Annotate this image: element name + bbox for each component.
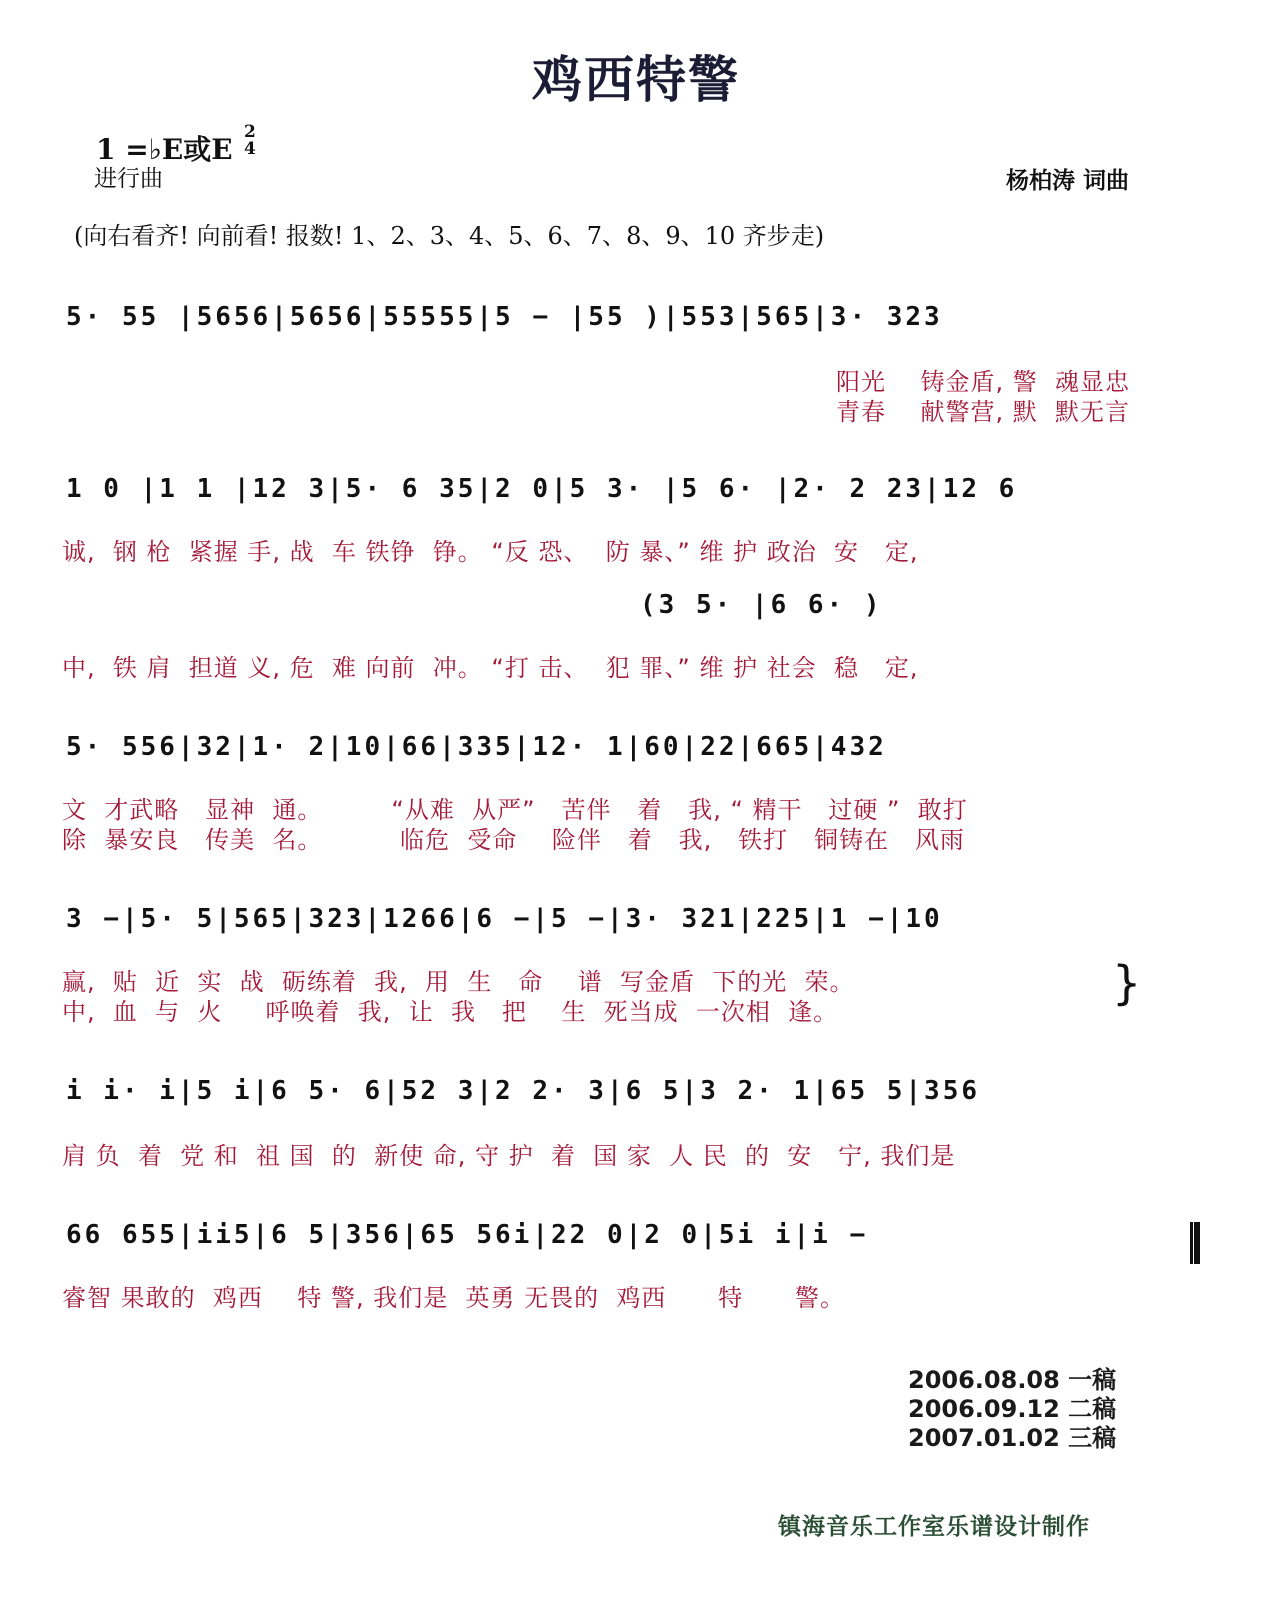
lyric-row-4-verse-1: 赢, 贴 近 实 战 砺练着 我, 用 生 命 谱 写金盾 下的光 荣。 [62,968,855,996]
time-signature [244,124,256,158]
notation-row-5: i i· i|5 i|6 5· 6|52 3|2 2· 3|6 5|3 2· 1|65 5|356 [66,1076,981,1106]
notation-row-4: 3 −|5· 5|565|323|1266|6 −|5 −|3· 321|225|1 −|10 [66,904,943,934]
lyric-row-4-verse-2: 中, 血 与 火 呼唤着 我, 让 我 把 生 死当成 一次相 逢。 [62,998,839,1026]
notation-row-2: 1 0 |1 1 |12 3|5· 6 35|2 0|5 3· |5 6· |2· 2 23|12 6 [66,474,1018,504]
lyric-row-6: 睿智 果敢的 鸡西 特 警, 我们是 英勇 无畏的 鸡西 特 警。 [62,1284,845,1312]
notation-row-1: 5· 55 |5656|5656|55555|5 − |55 )|553|565|3· 323 [66,302,943,332]
tempo-marking: 进行曲 [94,166,163,192]
lyric-row-3-verse-1: 文 才武略 显神 通。 “从难 从严” 苦伴 着 我, “ 精干 过硬 ” 敢打 [62,796,968,824]
final-barline [1190,1222,1200,1264]
draft-history [908,1366,1116,1453]
lyric-row-2-verse-1: 诚, 钢 枪 紧握 手, 战 车 铁铮 铮。 “反 恐、 防 暴、” 维 护 政治 安 定, [62,538,919,566]
notation-row-2-alt: (3 5· |6 6· ) [640,590,883,620]
studio-credit: 镇海音乐工作室乐谱设计制作 [778,1513,1090,1540]
draft-2: 2006.09.12 二稿 [908,1395,1117,1423]
time-signature-top: 2 [244,122,256,142]
verse-brace: } [1112,956,1142,1010]
notation-row-3: 5· 556|32|1· 2|10|66|335|12· 1|60|22|665|432 [66,732,887,762]
intro-command: (向右看齐! 向前看! 报数! 1、2、3、4、5、6、7、8、9、10 齐步走) [74,222,825,250]
lyric-row-5: 肩 负 着 党 和 祖 国 的 新使 命, 守 护 着 国 家 人 民 的 安 宁, 我们是 [62,1142,956,1170]
notation-row-6: 66 655|ii5|6 5|356|65 56i|22 0|2 0|5i i|i − [66,1220,869,1250]
draft-3: 2007.01.02 三稿 [908,1424,1117,1452]
time-signature-bottom: 4 [244,139,256,159]
song-title: 鸡西特警 [532,51,740,109]
lyric-row-3-verse-2: 除 暴安良 传美 名。 临危 受命 险伴 着 我, 铁打 铜铸在 风雨 [62,826,965,854]
lyric-row-1-verse-1: 阳光 铸金盾, 警 魂显忠 [836,368,1131,396]
lyric-row-2-verse-2: 中, 铁 肩 担道 义, 危 难 向前 冲。 “打 击、 犯 罪、” 维 护 社会 稳 定, [62,654,919,682]
author-credit: 杨柏涛 词曲 [1006,168,1130,194]
draft-1: 2006.08.08 一稿 [908,1366,1117,1394]
key-signature: 1 =♭E或E [96,133,233,166]
lyric-row-1-verse-2: 青春 献警营, 默 默无言 [836,398,1131,426]
